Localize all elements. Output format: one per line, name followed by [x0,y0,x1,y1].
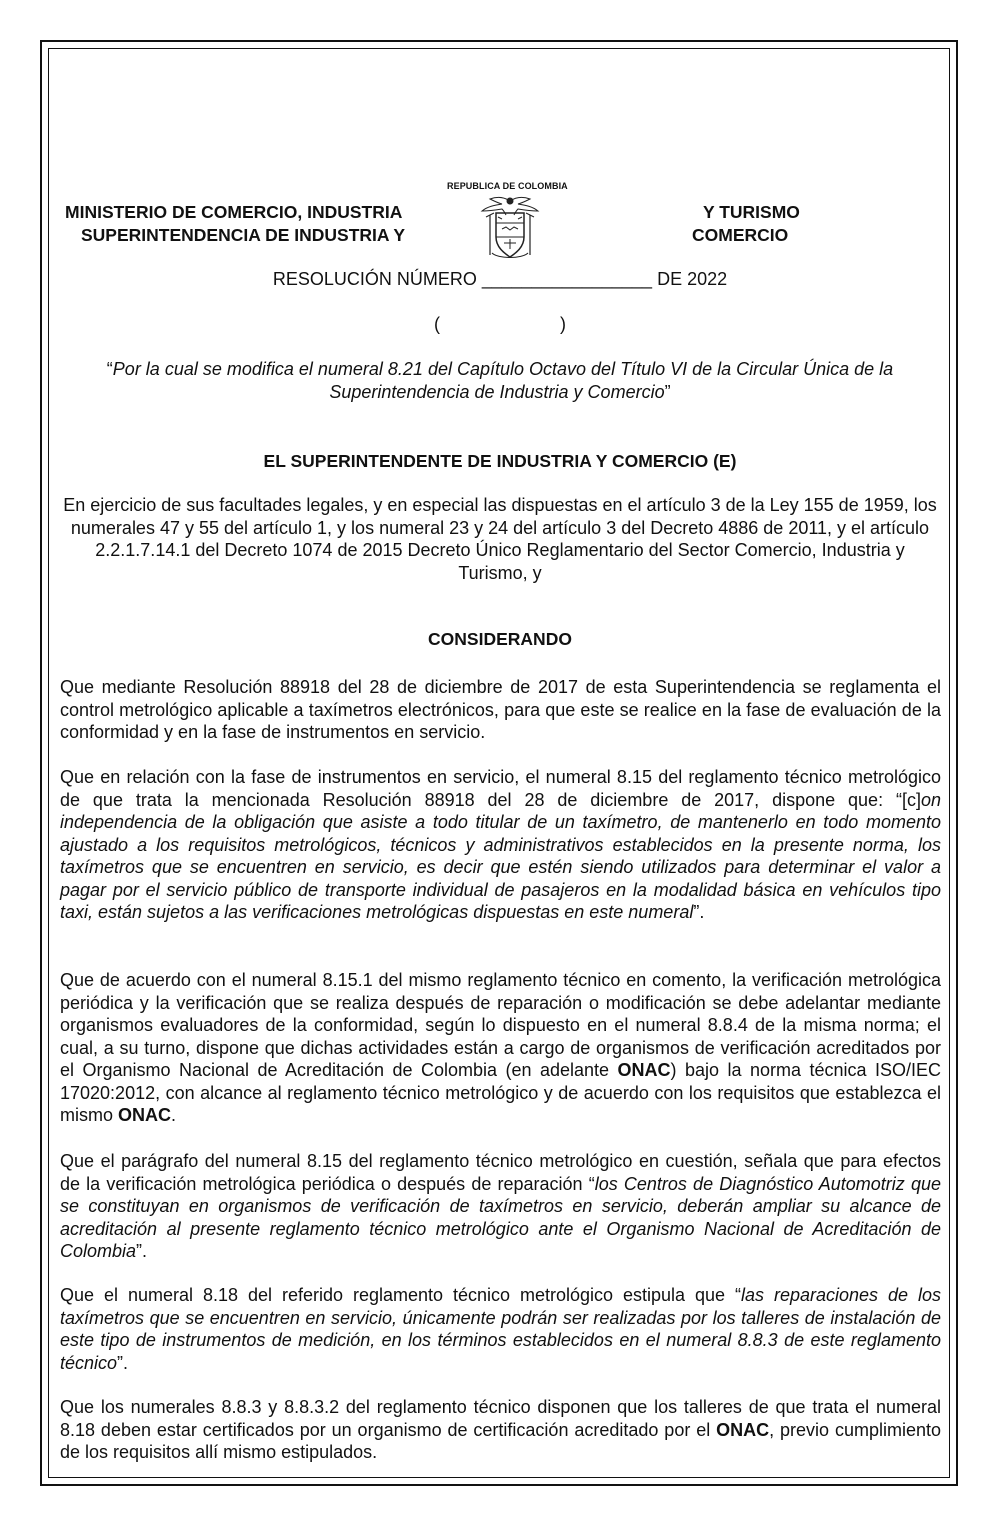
p3-onac-1: ONAC [617,1060,671,1080]
p3-text-a: Que de acuerdo con el numeral 8.15.1 del mismo reglamento técnico en comento, la verificación metrológica periódica y la verificación que se realiza después de reparación o modificación se debe adelantar mediante organismos evaluadores de la conformidad, según lo dispuesto en el numeral 8.8.4 de la misma norma; el cual, a su turno, dispone que dichas actividades están a cargo de organismos de verificación acreditados por el Organismo Nacional de Acreditación de Colombia (en adelante [60,970,941,1080]
p6-text-a: Que los numerales 8.8.3 y 8.8.3.2 del reglamento técnico disponen que los talleres de que trata el numeral 8.18 deben estar certificados por un organismo de certificación acreditado por el [60,1397,941,1440]
p2-intro: Que en relación con la fase de instrumentos en servicio, el numeral 8.15 del reglamento técnico metrológico de que trata la mencionada Resolución 88918 del 28 de diciembre de 2017, dispone que: “[c] [60,767,941,810]
superintendence-name-right: COMERCIO [692,225,789,245]
title-text: Por la cual se modifica el numeral 8.21 del Capítulo Octavo del Título VI de la Circular Única de la Superintendencia de Industria y Comercio [112,359,894,402]
authority-heading: EL SUPERINTENDENTE DE INDUSTRIA Y COMERCIO (E) [263,451,737,471]
p6-onac: ONAC [716,1419,770,1440]
resolution-title [60,358,940,404]
considering-heading: CONSIDERANDO [428,629,572,649]
superintendence-name-left: SUPERINTENDENCIA DE INDUSTRIA Y [81,225,406,245]
p3-onac-2: ONAC [118,1105,171,1125]
p5-quote: las reparaciones de los taxímetros que se encuentren en servicio, únicamente podrán ser realizadas por los talleres de instalación de este tipo de instrumentos de medición, en los términos establecidos en el numeral 8.8.3 de este reglamento técnico [60,1285,941,1373]
p4-quote: los Centros de Diagnóstico Automotriz que se constituyan en organismos de verificación de taxímetros en servicio, deberán ampliar su alcance de acreditación al presente reglamento técnico metrológico ante el Organismo Nacional de Acreditación de Colombia [60,1173,941,1261]
p3-text-c: . [171,1105,177,1125]
considering-paragraph-2 [60,766,941,924]
ministry-name-left: MINISTERIO DE COMERCIO, INDUSTRIA [65,202,403,222]
republic-label: REPUBLICA DE COLOMBIA [447,181,568,191]
ministry-name-right: Y TURISMO [703,202,800,222]
title-close-quote: ” [664,382,671,402]
title-open-quote: “ [106,359,113,379]
p2-end: ”. [693,902,705,922]
considering-paragraph-5 [60,1284,941,1374]
p6-text-b: , previo cumplimiento de los requisitos allí mismo estipulados. [60,1419,942,1462]
legal-powers-paragraph: En ejercicio de sus facultades legales, y en especial las dispuestas en el artículo 3 de la Ley 155 de 1959, los numerales 47 y 55 del artículo 1, y los numeral 23 y 24 del artículo 3 del Decreto 4886 de 2011, y el artículo 2.2.1.7.14.1 del Decreto 1074 de 2015 Decreto Único Reglamentario del Sector Comercio, Industria y Turismo, y [63,495,937,583]
resolution-date-parentheses: ( ) [433,314,566,334]
p4-end: ”. [136,1241,148,1261]
considering-paragraph-3 [60,969,941,1127]
p2-quote: on independencia de la obligación que asiste a todo titular de un taxímetro, de mantenerlo en todo momento ajustado a los requisitos metrológicos, técnicos y administrativos establecidos en la presente norma, los taxímetros que se encuentren en servicio, es decir que estén siendo utilizados para determinar el valor a pagar por el servicio público de transporte individual de pasajeros en la modalidad básica en vehículos tipo taxi, están sujetos a las verificaciones metrológicas dispuestas en este numeral [60,789,941,922]
considering-paragraph-1: Que mediante Resolución 88918 del 28 de diciembre de 2017 de esta Superintendencia se reglamenta el control metrológico aplicable a taxímetros electrónicos, para que este se realice en la fase de evaluación de la conformidad y en la fase de instrumentos en servicio. [60,677,941,742]
considering-paragraph-4 [60,1150,941,1263]
p4-intro: Que el parágrafo del numeral 8.15 del reglamento técnico metrológico en cuestión, señala que para efectos de la verificación metrológica periódica o después de reparación “ [60,1151,941,1194]
p5-end: ”. [117,1352,129,1373]
resolution-number-line: RESOLUCIÓN NÚMERO _________________ DE 2022 [272,269,728,289]
p3-text-b: ) bajo la norma técnica ISO/IEC 17020:2012, con alcance al reglamento técnico metrológico y de acuerdo con los requisitos que establezca el mismo [60,1060,942,1125]
p5-intro: Que el numeral 8.18 del referido reglamento técnico metrológico estipula que “ [60,1285,741,1305]
considering-paragraph-6 [60,1396,941,1464]
colombia-coat-of-arms-icon [478,193,542,263]
